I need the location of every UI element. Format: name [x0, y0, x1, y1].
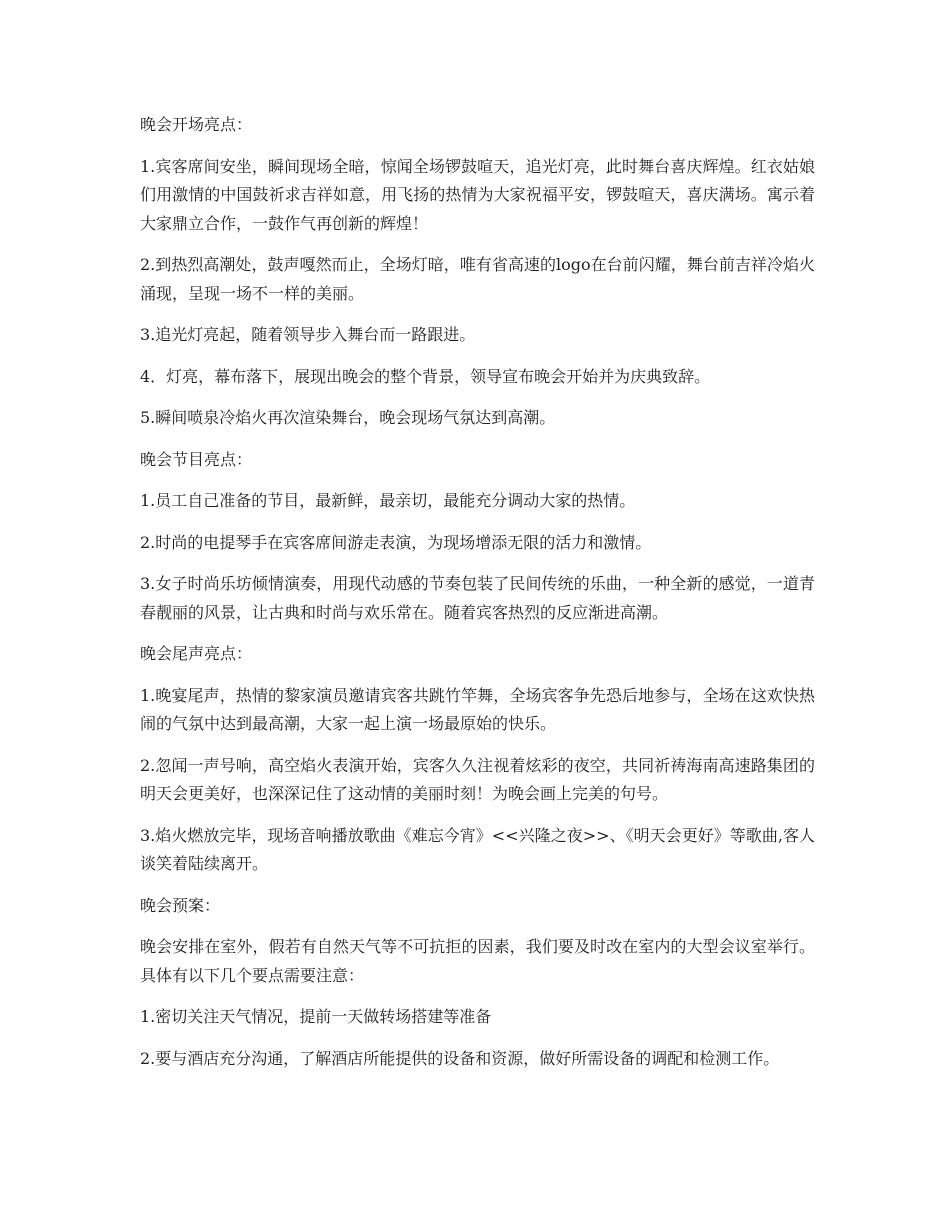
paragraph: 3.女子时尚乐坊倾情演奏，用现代动感的节奏包装了民间传统的乐曲，一种全新的感觉，一道青春靓丽的风景，让古典和时尚与欢乐常在。随着宾客热烈的反应渐进高潮。	[140, 574, 815, 622]
paragraph: 2.要与酒店充分沟通，了解酒店所能提供的设备和资源，做好所需设备的调配和检测工作。	[140, 1048, 780, 1068]
paragraph: 晚会安排在室外，假若有自然天气等不可抗拒的因素，我们要及时改在室内的大型会议室举行。具体有以下几个要点需要注意：	[140, 937, 815, 985]
paragraph: 4．灯亮，幕布落下，展现出晚会的整个背景，领导宣布晚会开始并为庆典致辞。	[140, 366, 711, 386]
section-heading-program: 晚会节目亮点：	[140, 449, 253, 469]
paragraph: 1.晚宴尾声，热情的黎家演员邀请宾客共跳竹竿舞，全场宾客争先恐后地参与，全场在这欢快热闹的气氛中达到最高潮，大家一起上演一场最原始的快乐。	[140, 685, 815, 733]
paragraph: 2.到热烈高潮处，鼓声嘎然而止，全场灯暗，唯有省高速的logo在台前闪耀，舞台前吉祥冷焰火涌现，呈现一场不一样的美丽。	[140, 255, 815, 303]
section-heading-contingency: 晚会预案：	[140, 895, 221, 915]
paragraph: 1.密切关注天气情况，提前一天做转场搭建等准备	[140, 1007, 492, 1026]
section-heading-ending: 晚会尾声亮点：	[140, 644, 253, 663]
paragraph: 1.宾客席间安坐，瞬间现场全暗，惊闻全场锣鼓喧天，追光灯亮，此时舞台喜庆辉煌。红衣姑娘们用激情的中国鼓祈求吉祥如意，用飞扬的热情为大家祝福平安，锣鼓喧天，喜庆满场。寓示着大家鼎立合作，一鼓作气再创新的辉煌！	[140, 156, 815, 233]
section-heading-opening: 晚会开场亮点：	[140, 115, 253, 134]
paragraph: 2.时尚的电提琴手在宾客席间游走表演，为现场增添无限的活力和激情。	[140, 532, 652, 552]
paragraph: 3.焰火燃放完毕，现场音响播放歌曲《难忘今宵》<<兴隆之夜>>、《明天会更好》等歌曲,客人谈笑着陆续离开。	[140, 825, 815, 873]
paragraph: 1.员工自己准备的节目，最新鲜，最亲切，最能充分调动大家的热情。	[140, 491, 636, 510]
document-page	[140, 111, 815, 1086]
paragraph: 5.瞬间喷泉冷焰火再次渲染舞台，晚会现场气氛达到高潮。	[140, 408, 556, 427]
paragraph: 2.忽闻一声号响，高空焰火表演开始，宾客久久注视着炫彩的夜空，共同祈祷海南高速路集团的明天会更美好，也深深记住了这动情的美丽时刻！为晚会画上完美的句号。	[140, 755, 815, 803]
paragraph: 3.追光灯亮起，随着领导步入舞台而一路跟进。	[140, 325, 476, 344]
